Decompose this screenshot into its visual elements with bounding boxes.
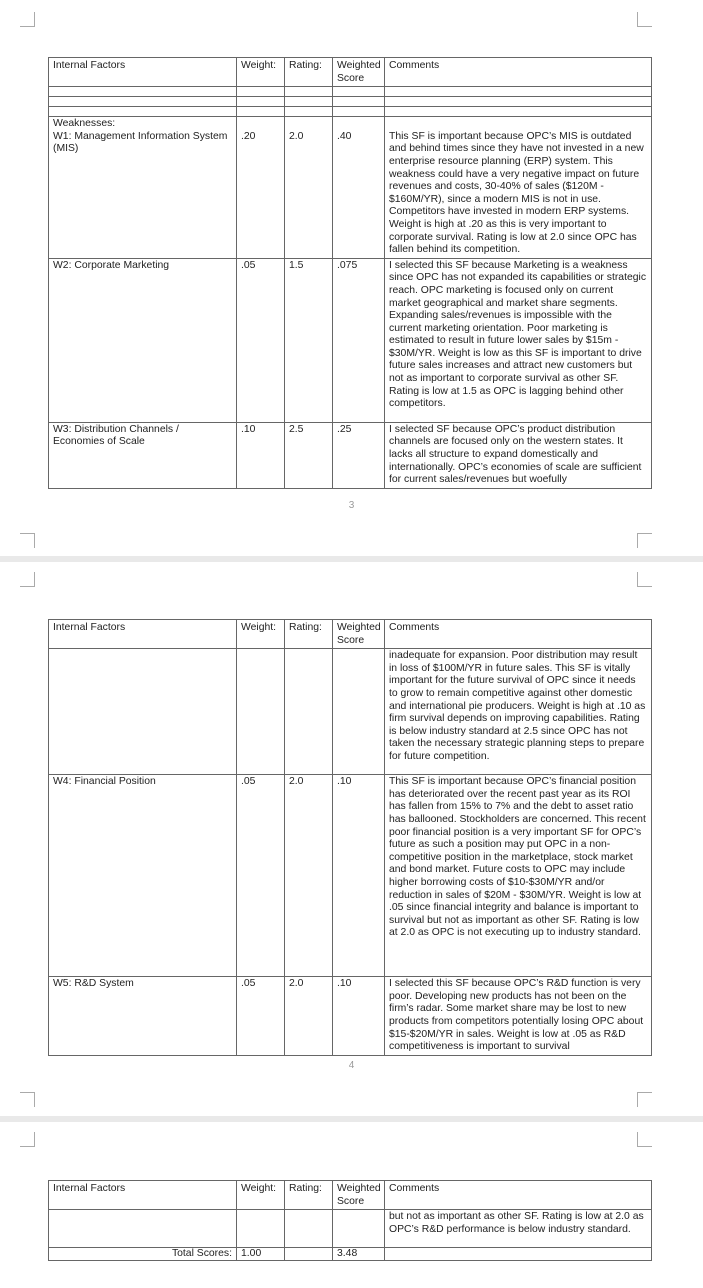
header-internal-factors: Internal Factors (49, 620, 237, 649)
header-rating: Rating: (285, 1181, 333, 1210)
header-weight: Weight: (237, 620, 285, 649)
table-row (49, 258, 652, 422)
page-number: 4 (348, 1060, 355, 1071)
header-row (49, 1181, 652, 1210)
weight-cell: .05 (237, 775, 285, 977)
header-weight: Weight: (237, 1181, 285, 1210)
factor-cell: W3: Distribution Channels / Economies of Scale (49, 422, 237, 488)
comment-cell: I selected this SF because Marketing is a weakness since OPC has not expanded its capabilities or strategic reach. OPC marketing is focused only on current market geographical and market share segments. Expanding sales/revenues is impossible with the current marketing orientation. Poor marketing is estimated to result in future lower sales by $15m - $30M/YR. Weight is low as this SF is important to drive future sales increases and attract new customers but not as important to corporate survival as other SF. Rating is low at 1.5 as OPC is lagging behind other competitors. (385, 258, 652, 422)
table-row (49, 775, 652, 977)
header-comments: Comments (385, 1181, 652, 1210)
spacer-row (49, 97, 652, 107)
comment-cell: I selected this SF because OPC’s R&D function is very poor. Developing new products has not been on the firm’s radar. Some market share may be lost to new products from competitors potentially losing OPC about $15-$20M/YR in sales. Weight is low at .05 as R&D competitiveness is important to survival (385, 977, 652, 1056)
header-comments: Comments (385, 58, 652, 87)
score-cell: .40 (333, 117, 385, 259)
factor-cell: W2: Corporate Marketing (49, 258, 237, 422)
score-cell: .075 (333, 258, 385, 422)
header-rating: Rating: (285, 620, 333, 649)
crop-mark (20, 1092, 35, 1107)
weight-cell: .20 (237, 117, 285, 259)
header-weighted-score: Weighted Score (333, 1181, 385, 1210)
table-row (49, 422, 652, 488)
ife-matrix-table (48, 1180, 652, 1261)
header-weighted-score: Weighted Score (333, 620, 385, 649)
comment-cell: This SF is important because OPC’s MIS is outdated and behind times since they have not invested in a new enterprise resource planning (ERP) system. This weakness could have a very negative impact on future revenues and costs, 30-40% of sales ($120M - $160M/YR), since a modern MIS is not in use. Competitors have invested in modern ERP systems. Weight is high at .20 as this is very important to corporate survival. Rating is low at 2.0 since OPC has fallen behind its competition. (385, 117, 652, 259)
table-row (49, 977, 652, 1056)
crop-mark (637, 1092, 652, 1107)
crop-mark (20, 12, 35, 27)
spacer-row (49, 107, 652, 117)
page-3 (0, 0, 703, 556)
total-score: 3.48 (333, 1248, 385, 1261)
ife-matrix-table (48, 57, 652, 489)
rating-cell: 2.5 (285, 422, 333, 488)
total-weight: 1.00 (237, 1248, 285, 1261)
header-row (49, 58, 652, 87)
score-cell: .25 (333, 422, 385, 488)
weight-cell: .05 (237, 977, 285, 1056)
crop-mark (637, 12, 652, 27)
crop-mark (20, 572, 35, 587)
score-cell: .10 (333, 775, 385, 977)
weight-cell: .10 (237, 422, 285, 488)
crop-mark (637, 572, 652, 587)
ife-matrix-table (48, 619, 652, 1056)
crop-mark (637, 533, 652, 548)
rating-cell: 2.0 (285, 977, 333, 1056)
page-4 (0, 562, 703, 1116)
table-row (49, 117, 652, 259)
header-row (49, 620, 652, 649)
header-rating: Rating: (285, 58, 333, 87)
header-weighted-score: Weighted Score (333, 58, 385, 87)
comment-cell: but not as important as other SF. Rating is low at 2.0 as OPC’s R&D performance is below industry standard. (385, 1210, 652, 1248)
rating-cell: 2.0 (285, 775, 333, 977)
factor-cell: W4: Financial Position (49, 775, 237, 977)
factor-cell: W5: R&D System (49, 977, 237, 1056)
total-label: Total Scores: (49, 1248, 237, 1261)
crop-mark (20, 1132, 35, 1147)
comment-cell: This SF is important because OPC’s financial position has deteriorated over the recent past year as its ROI has fallen from 15% to 7% and the debt to asset ratio has ballooned. Stockholders are concerned. This recent poor financial position is a very important SF for OPC’s future as such a position may put OPC in a non-competitive position in the marketplace, stock market and bond market. Future costs to OPC may include higher borrowing costs of $10-$30M/YR and/or reduction in sales of $20M - $30M/YR. Weight is low at .05 since financial integrity and balance is important to survival but not as important as other SF. Rating is low at 2.0 as OPC is not executing up to industry standard. (385, 775, 652, 977)
rating-cell: 2.0 (285, 117, 333, 259)
page-number: 3 (348, 500, 355, 511)
rating-cell: 1.5 (285, 258, 333, 422)
crop-mark (637, 1132, 652, 1147)
score-cell: .10 (333, 977, 385, 1056)
factor-cell (49, 117, 237, 259)
total-row (49, 1248, 652, 1261)
crop-mark (20, 533, 35, 548)
table-row (49, 649, 652, 775)
comment-cell: inadequate for expansion. Poor distribution may result in loss of $100M/YR in future sales. This SF is vitally important for the future survival of OPC since it needs to grow to remain competitive against other domestic and international pie producers. Weight is high at .10 as firm survival depends on improving capabilities. Rating is below industry standard at 2.5 since OPC has not taken the necessary strategic planning steps to prepare for future competition. (385, 649, 652, 775)
header-weight: Weight: (237, 58, 285, 87)
header-comments: Comments (385, 620, 652, 649)
factor-name: W1: Management Information System (MIS) (53, 130, 228, 155)
section-label: Weaknesses: (53, 118, 116, 130)
page-5 (0, 1122, 703, 1288)
comment-cell: I selected SF because OPC’s product distribution channels are focused only on the western states. It lacks all structure to expand domestically and internationally. OPC’s economies of scale are sufficient for current sales/revenues but woefully (385, 422, 652, 488)
header-internal-factors: Internal Factors (49, 58, 237, 87)
weight-cell: .05 (237, 258, 285, 422)
header-internal-factors: Internal Factors (49, 1181, 237, 1210)
table-row (49, 1210, 652, 1248)
spacer-row (49, 87, 652, 97)
